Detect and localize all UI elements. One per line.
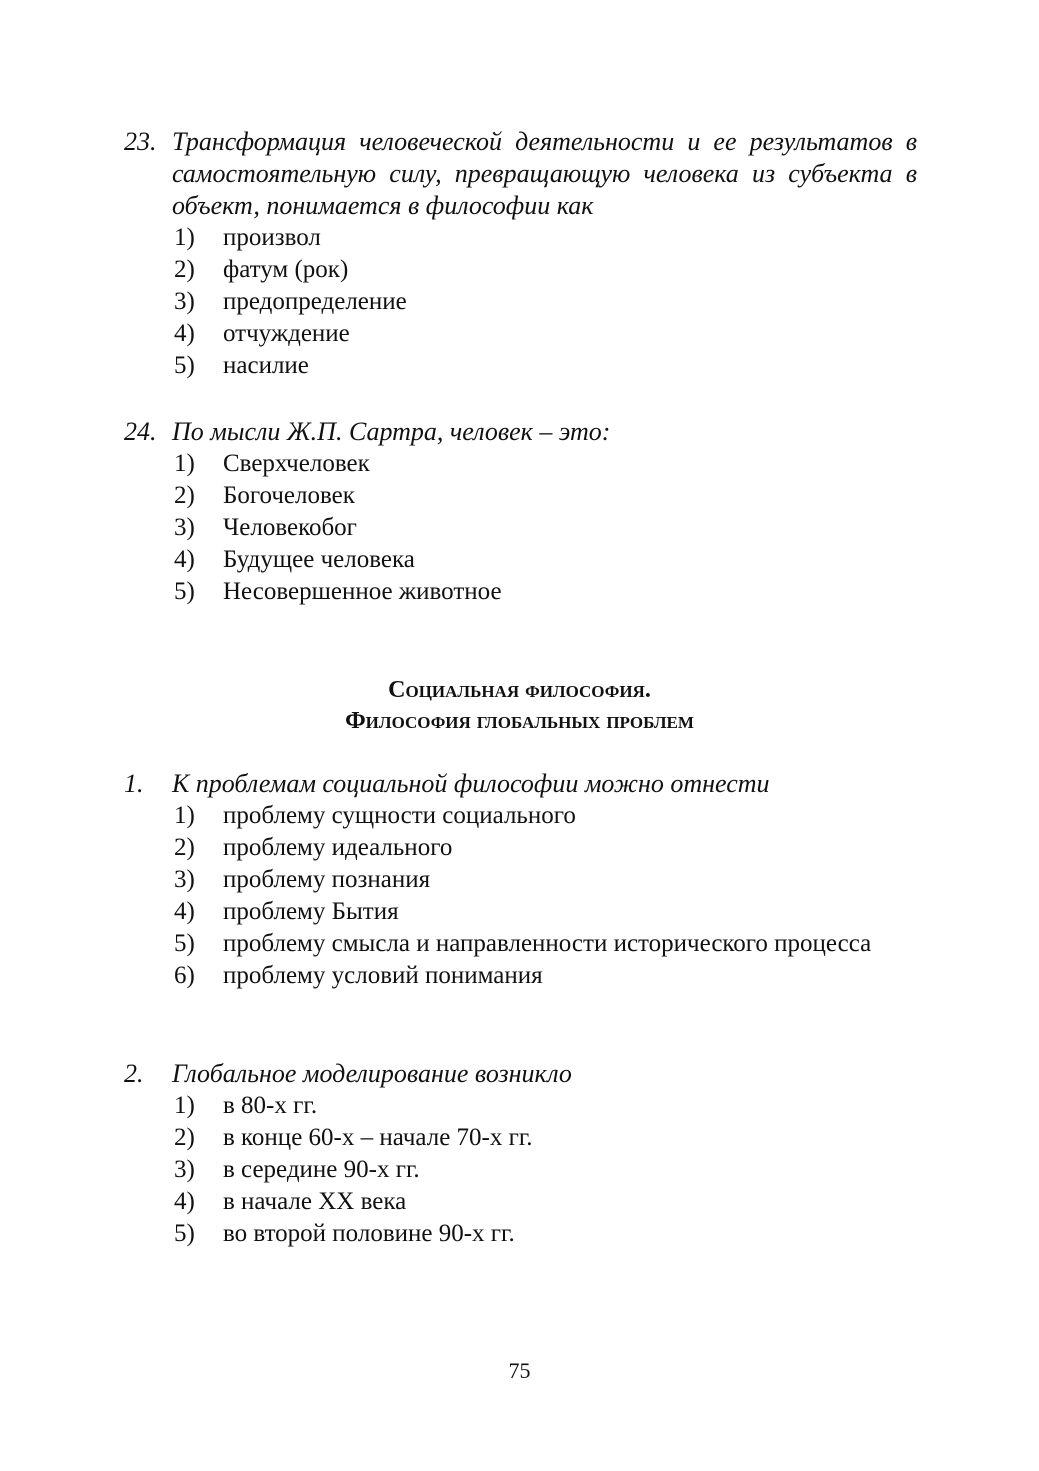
option-number: 3) bbox=[174, 1156, 195, 1183]
answer-option bbox=[174, 928, 917, 960]
option-number: 2) bbox=[174, 1124, 195, 1151]
option-text: насилие bbox=[223, 352, 309, 379]
answer-option bbox=[174, 222, 917, 254]
option-number: 1) bbox=[174, 224, 195, 251]
question-text: По мысли Ж.П. Сартра, человек – это: bbox=[172, 417, 611, 446]
answer-option bbox=[174, 254, 917, 286]
answer-option bbox=[174, 960, 917, 992]
option-number: 3) bbox=[174, 514, 195, 541]
option-text: проблему смысла и направленности исторического процесса bbox=[223, 930, 872, 957]
option-text: произвол bbox=[223, 224, 321, 251]
question-text: Глобальное моделирование возникло bbox=[172, 1059, 572, 1088]
question-number: 2. bbox=[124, 1059, 144, 1088]
question-number: 23. bbox=[124, 127, 157, 156]
question-stem bbox=[124, 126, 917, 222]
option-number: 6) bbox=[174, 962, 195, 989]
option-number: 1) bbox=[174, 1092, 195, 1119]
option-number: 4) bbox=[174, 546, 195, 573]
answer-option bbox=[174, 448, 917, 480]
option-text: в конце 60-х – начале 70-х гг. bbox=[223, 1124, 533, 1151]
option-number: 5) bbox=[174, 352, 195, 379]
question-stem bbox=[124, 1058, 917, 1090]
question-stem bbox=[124, 768, 917, 800]
option-text: Богочеловек bbox=[223, 482, 355, 509]
question-text: К проблемам социальной философии можно отнести bbox=[172, 769, 770, 798]
option-text: Будущее человека bbox=[223, 546, 415, 573]
option-number: 2) bbox=[174, 482, 195, 509]
answer-option bbox=[174, 1186, 917, 1218]
answer-option bbox=[174, 318, 917, 350]
answer-option bbox=[174, 544, 917, 576]
question-24 bbox=[124, 416, 917, 608]
answer-option bbox=[174, 480, 917, 512]
answer-option bbox=[174, 832, 917, 864]
section-heading bbox=[0, 675, 1039, 737]
option-number: 1) bbox=[174, 450, 195, 477]
answer-option bbox=[174, 1154, 917, 1186]
answer-option bbox=[174, 896, 917, 928]
answer-options bbox=[124, 1090, 917, 1250]
question-1 bbox=[124, 768, 917, 992]
option-text: во второй половине 90-х гг. bbox=[223, 1220, 515, 1247]
option-number: 4) bbox=[174, 898, 195, 925]
option-number: 2) bbox=[174, 256, 195, 283]
option-text: в 80-х гг. bbox=[223, 1092, 318, 1119]
option-number: 3) bbox=[174, 288, 195, 315]
answer-option bbox=[174, 286, 917, 318]
answer-option bbox=[174, 1218, 917, 1250]
option-number: 4) bbox=[174, 320, 195, 347]
answer-option bbox=[174, 350, 917, 382]
option-text: Человекобог bbox=[223, 514, 357, 541]
answer-options bbox=[124, 222, 917, 382]
page-number: 75 bbox=[508, 1358, 531, 1383]
answer-options bbox=[124, 800, 917, 992]
question-stem bbox=[124, 416, 917, 448]
question-23 bbox=[124, 126, 917, 382]
option-text: Сверхчеловек bbox=[223, 450, 370, 477]
option-number: 5) bbox=[174, 930, 195, 957]
option-text: в середине 90-х гг. bbox=[223, 1156, 420, 1183]
option-text: Несовершенное животное bbox=[223, 578, 502, 605]
option-text: проблему условий понимания bbox=[223, 962, 543, 989]
section-heading-line-2: Философия глобальных проблем bbox=[345, 708, 694, 734]
option-text: предопределение bbox=[223, 288, 407, 315]
option-text: проблему Бытия bbox=[223, 898, 399, 925]
option-text: проблему сущности социального bbox=[223, 802, 576, 829]
question-number: 24. bbox=[124, 417, 157, 446]
option-text: проблему идеального bbox=[223, 834, 453, 861]
option-text: в начале XX века bbox=[223, 1188, 407, 1215]
answer-options bbox=[124, 448, 917, 608]
option-number: 2) bbox=[174, 834, 195, 861]
option-text: проблему познания bbox=[223, 866, 431, 893]
option-number: 5) bbox=[174, 1220, 195, 1247]
option-number: 5) bbox=[174, 578, 195, 605]
question-number: 1. bbox=[124, 769, 144, 798]
option-number: 4) bbox=[174, 1188, 195, 1215]
answer-option bbox=[174, 576, 917, 608]
question-2 bbox=[124, 1058, 917, 1250]
option-text: отчуждение bbox=[223, 320, 350, 347]
answer-option bbox=[174, 512, 917, 544]
answer-option bbox=[174, 1122, 917, 1154]
question-text: Трансформация человеческой деятельности и ее результатов в самостоятельную силу, превращающую человека из субъекта в объект, понимается в философии как bbox=[172, 127, 917, 220]
answer-option bbox=[174, 800, 917, 832]
option-text: фатум (рок) bbox=[223, 256, 349, 283]
answer-option bbox=[174, 864, 917, 896]
section-heading-line-1: Социальная философия. bbox=[388, 677, 651, 703]
option-number: 3) bbox=[174, 866, 195, 893]
option-number: 1) bbox=[174, 802, 195, 829]
answer-option bbox=[174, 1090, 917, 1122]
